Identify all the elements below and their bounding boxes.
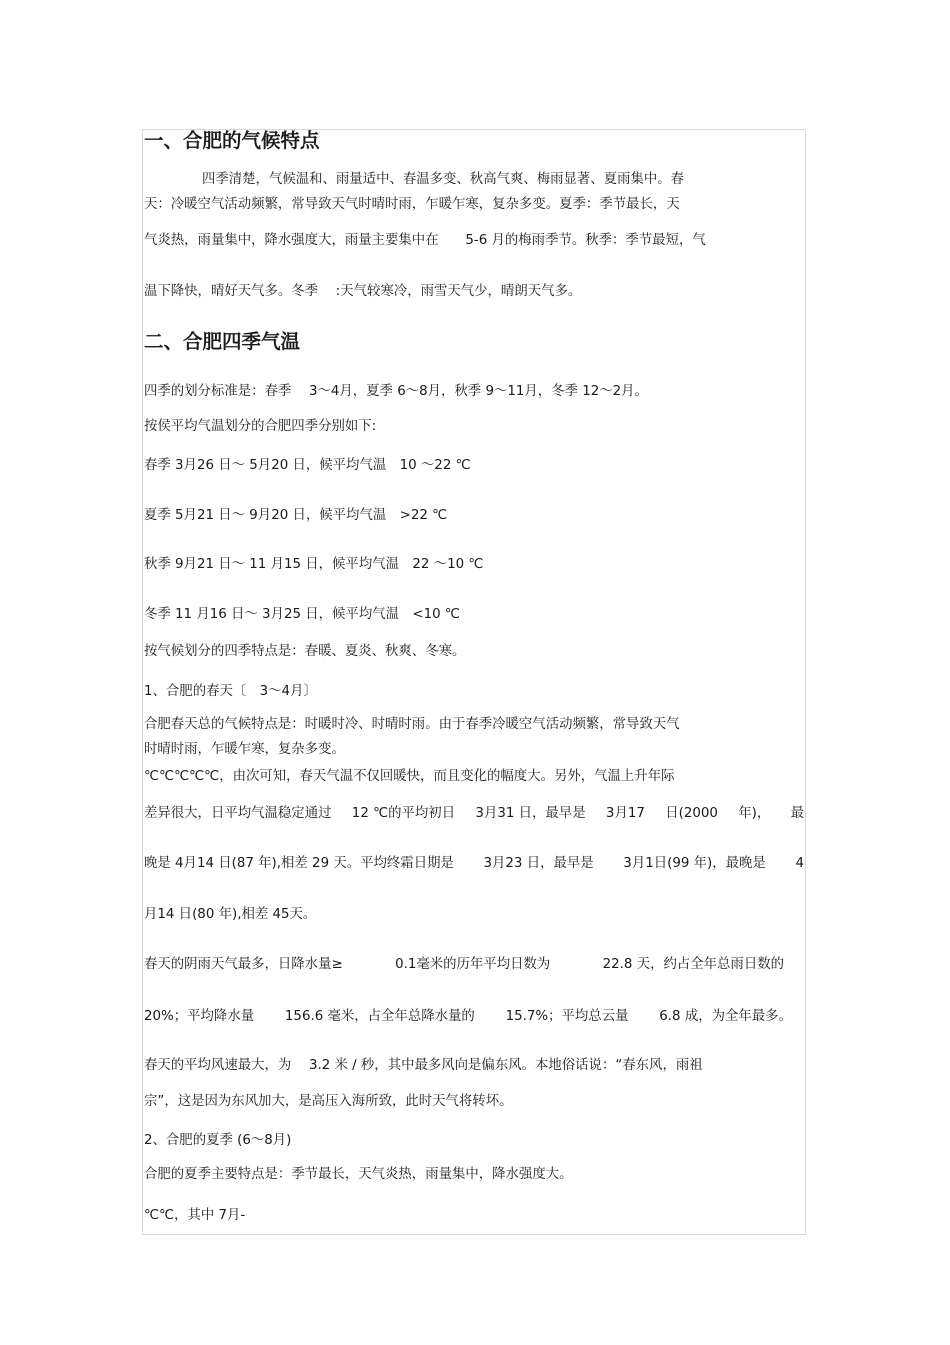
text-run: 156.6 毫米，占全年总降水量的 — [284, 1009, 475, 1024]
autumn-range: 秋季 9月21 日～ 11 月15 日，候平均气温 22 ～10 ℃ — [144, 557, 484, 572]
text-run: 日(2000 — [665, 806, 718, 821]
text-run: 20%；平均降水量 — [144, 1009, 255, 1024]
text-run: 3月17 — [605, 806, 645, 821]
text-run: 差异很大，日平均气温稳定通过 — [144, 806, 332, 821]
paragraph-line — [144, 855, 804, 873]
paragraph-line — [144, 805, 804, 823]
paragraph-line: 宗”，这是因为东风加大，是高压入海所致，此时天气将转坏。 — [144, 1094, 513, 1109]
paragraph-line: 月14 日(80 年),相差 45天。 — [144, 907, 317, 922]
paragraph-line — [144, 1008, 792, 1026]
climate-features: 按气候划分的四季特点是：春暖、夏炎、秋爽、冬寒。 — [144, 644, 466, 659]
paragraph-line: 合肥的夏季主要特点是：季节最长，天气炎热，雨量集中，降水强度大。 — [144, 1167, 573, 1182]
paragraph-line: 时晴时雨，乍暖乍寒，复杂多变。 — [144, 742, 345, 757]
text-run: 12 ℃的平均初日 — [351, 806, 456, 821]
spring-range: 春季 3月26 日～ 5月20 日，候平均气温 10 ～22 ℃ — [144, 458, 471, 473]
text-run: 3月1日(99 年)，最晚是 — [623, 856, 766, 871]
text-run: 3月23 日，最早是 — [483, 856, 594, 871]
paragraph-line: 合肥春天总的气候特点是：时暖时冷、时晴时雨。由于春季冷暖空气活动频繁，常导致天气 — [144, 717, 680, 732]
subsection-title-spring: 1、合肥的春天〔 3～4月〕 — [144, 684, 317, 699]
text-run: 最 — [790, 806, 804, 821]
paragraph-line: 春天的平均风速最大，为 3.2 米 / 秒，其中最多风向是偏东风。本地俗话说：“春东风，雨祖 — [144, 1058, 703, 1073]
paragraph-line: 气炎热，雨量集中，降水强度大，雨量主要集中在 5-6 月的梅雨季节。秋季：季节最短，气 — [144, 233, 706, 248]
paragraph-line: 四季清楚，气候温和、雨量适中、春温多变、秋高气爽、梅雨显著、夏雨集中。春 — [202, 172, 685, 187]
winter-range: 冬季 11 月16 日～ 3月25 日，候平均气温 <10 ℃ — [144, 607, 460, 622]
text-run: 15.7%；平均总云量 — [505, 1009, 629, 1024]
text-run: 春天的阴雨天气最多，日降水量≥ — [144, 957, 343, 972]
paragraph-line: 温下降快，晴好天气多。冬季 :天气较寒冷，雨雪天气少，晴朗天气多。 — [144, 284, 582, 299]
text-run: 0.1毫米的历年平均日数为 — [395, 957, 551, 972]
text-run: 6.8 成，为全年最多。 — [659, 1009, 792, 1024]
paragraph-line: ℃℃℃℃℃，由次可知，春天气温不仅回暖快，而且变化的幅度大。另外，气温上升年际 — [144, 769, 675, 784]
text-run: 22.8 天，约占全年总雨日数的 — [602, 957, 784, 972]
text-run: 晚是 4月14 日(87 年),相差 29 天。平均终霜日期是 — [144, 856, 454, 871]
season-standard: 四季的划分标准是：春季 3～4月，夏季 6～8月，秋季 9～11月，冬季 12～2月。 — [144, 384, 648, 399]
text-run: 4 — [795, 856, 804, 871]
section-heading-temperature: 二、合肥四季气温 — [144, 330, 301, 353]
paragraph-line: ℃℃，其中 7月- — [144, 1208, 246, 1223]
text-run: 3月31 日，最早是 — [475, 806, 586, 821]
section-heading-climate: 一、合肥的气候特点 — [144, 129, 320, 152]
summer-range: 夏季 5月21 日～ 9月20 日，候平均气温 >22 ℃ — [144, 508, 448, 523]
subsection-title-summer: 2、合肥的夏季 (6～8月) — [144, 1133, 292, 1148]
paragraph-line — [144, 956, 784, 974]
paragraph-line: 天：冷暖空气活动频繁，常导致天气时晴时雨，乍暖乍寒，复杂多变。夏季：季节最长，天 — [144, 197, 680, 212]
text-run: 年)， — [738, 806, 771, 821]
pentad-intro: 按侯平均气温划分的合肥四季分别如下: — [144, 419, 377, 434]
